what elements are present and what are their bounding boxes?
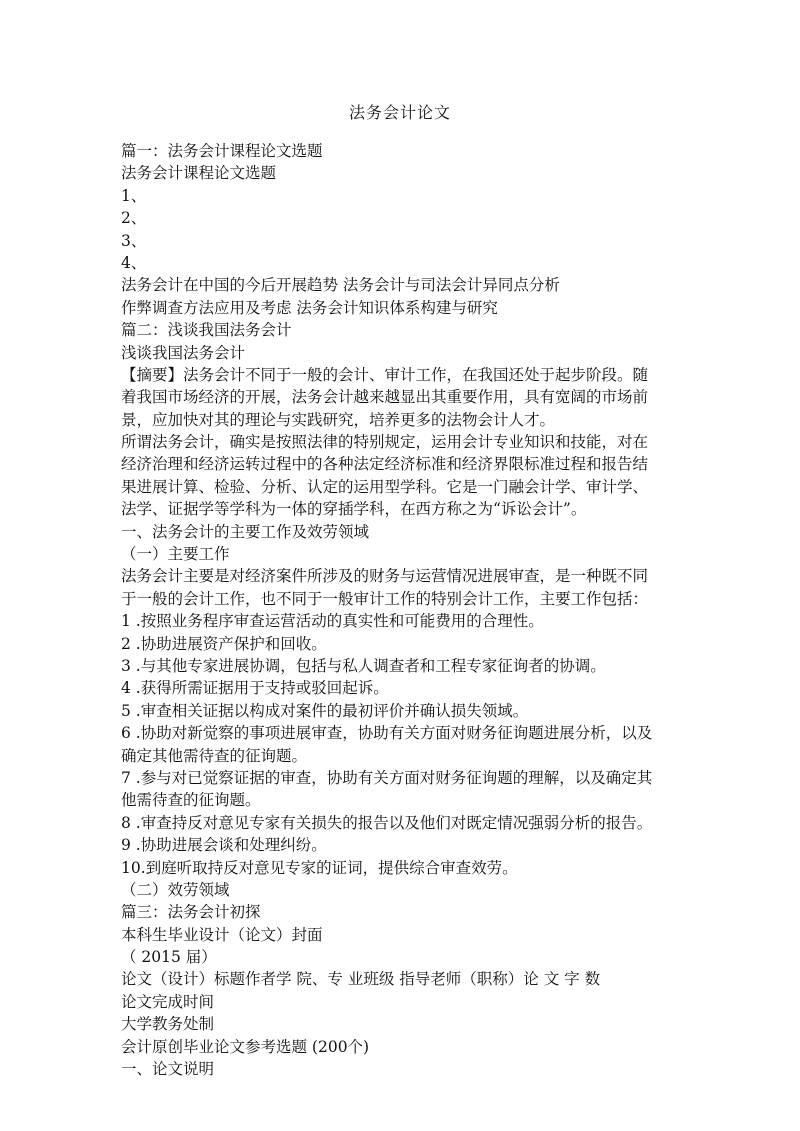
document-body xyxy=(121,140,681,1080)
text-line: 着我国市场经济的开展，法务会计越来越显出其重要作用，具有宽阔的市场前 xyxy=(121,388,649,407)
text-line: 一、法务会计的主要工作及效劳领域 xyxy=(121,522,370,541)
text-line: 1 .按照业务程序审查运营活动的真实性和可能费用的合理性。 xyxy=(121,612,544,631)
text-line: 浅谈我国法务会计 xyxy=(121,343,246,362)
text-line: 法学、证据学等学科为一体的穿插学科，在西方称之为“诉讼会计”。 xyxy=(121,500,587,519)
text-line: 3 .与其他专家进展协调，包括与私人调查者和工程专家征询者的协调。 xyxy=(121,656,606,675)
text-line: 10.到庭听取持反对意见专家的证词，提供综合审查效劳。 xyxy=(121,858,518,877)
text-line: 他需待查的征询题。 xyxy=(121,791,261,810)
document-title: 法务会计论文 xyxy=(348,103,451,122)
text-line: 7 .参与对已觉察证据的审查，协助有关方面对财务征询题的理解，以及确定其 xyxy=(121,768,653,787)
text-line: 【摘要】法务会计不同于一般的会计、审计工作，在我国还处于起步阶段。随 xyxy=(121,365,649,384)
text-line: 8 .审查持反对意见专家有关损失的报告以及他们对既定情况强弱分析的报告。 xyxy=(121,813,653,832)
text-line: 于一般的会计工作，也不同于一般审计工作的特别会计工作，主要工作包括： xyxy=(121,589,649,608)
text-line: 确定其他需待查的征询题。 xyxy=(121,746,308,765)
text-line: 法务会计在中国的今后开展趋势 法务会计与司法会计异同点分析 xyxy=(121,276,560,295)
text-line: 篇二：浅谈我国法务会计 xyxy=(121,321,292,340)
text-line: 9 .协助进展会谈和处理纠纷。 xyxy=(121,836,327,855)
text-line: （二）效劳领域 xyxy=(121,880,230,899)
text-line: 会计原创毕业论文参考选题 (200个) xyxy=(121,1037,370,1056)
text-line: 2、 xyxy=(121,209,147,228)
text-line: 果进展计算、检验、分析、认定的运用型学科。它是一门融会计学、审计学、 xyxy=(121,477,649,496)
text-line: 篇一：法务会计课程论文选题 xyxy=(121,142,323,160)
text-line: 5 .审查相关证据以构成对案件的最初评价并确认损失领域。 xyxy=(121,701,529,720)
text-line: 4 .获得所需证据用于支持或驳回起诉。 xyxy=(121,679,389,698)
text-line: 4、 xyxy=(121,253,147,272)
text-line: 景，应加快对其的理论与实践研究，培养更多的法物会计人才。 xyxy=(121,410,556,429)
text-line: 所谓法务会计，确实是按照法律的特别规定，运用会计专业知识和技能，对在 xyxy=(121,433,649,452)
text-line: （ 2015 届） xyxy=(121,948,217,967)
text-line: 3、 xyxy=(121,231,147,250)
text-line: 经济治理和经济运转过程中的各种法定经济标准和经济界限标准过程和报告结 xyxy=(121,455,649,474)
text-line: 6 .协助对新觉察的事项进展审查，协助有关方面对财务征询题进展分析，以及 xyxy=(121,724,653,743)
text-line: 论文完成时间 xyxy=(121,992,215,1011)
text-line: 作弊调查方法应用及考虑 法务会计知识体系构建与研究 xyxy=(121,298,498,317)
text-line: 篇三：法务会计初探 xyxy=(121,903,261,922)
text-line: 本科生毕业设计（论文）封面 xyxy=(121,925,323,944)
text-line: 2 .协助进展资产保护和回收。 xyxy=(121,634,327,653)
text-line: 大学教务处制 xyxy=(121,1015,215,1034)
text-line: 法务会计主要是对经济案件所涉及的财务与运营情况进展审查，是一种既不同 xyxy=(121,567,649,586)
text-line: 一、论文说明 xyxy=(121,1060,215,1079)
text-line: （一）主要工作 xyxy=(121,545,230,564)
text-line: 1、 xyxy=(121,186,147,205)
text-line: 法务会计课程论文选题 xyxy=(121,164,277,183)
text-line: 论文（设计）标题作者学 院、专 业班级 指导老师（职称）论 文 字 数 xyxy=(121,970,601,989)
